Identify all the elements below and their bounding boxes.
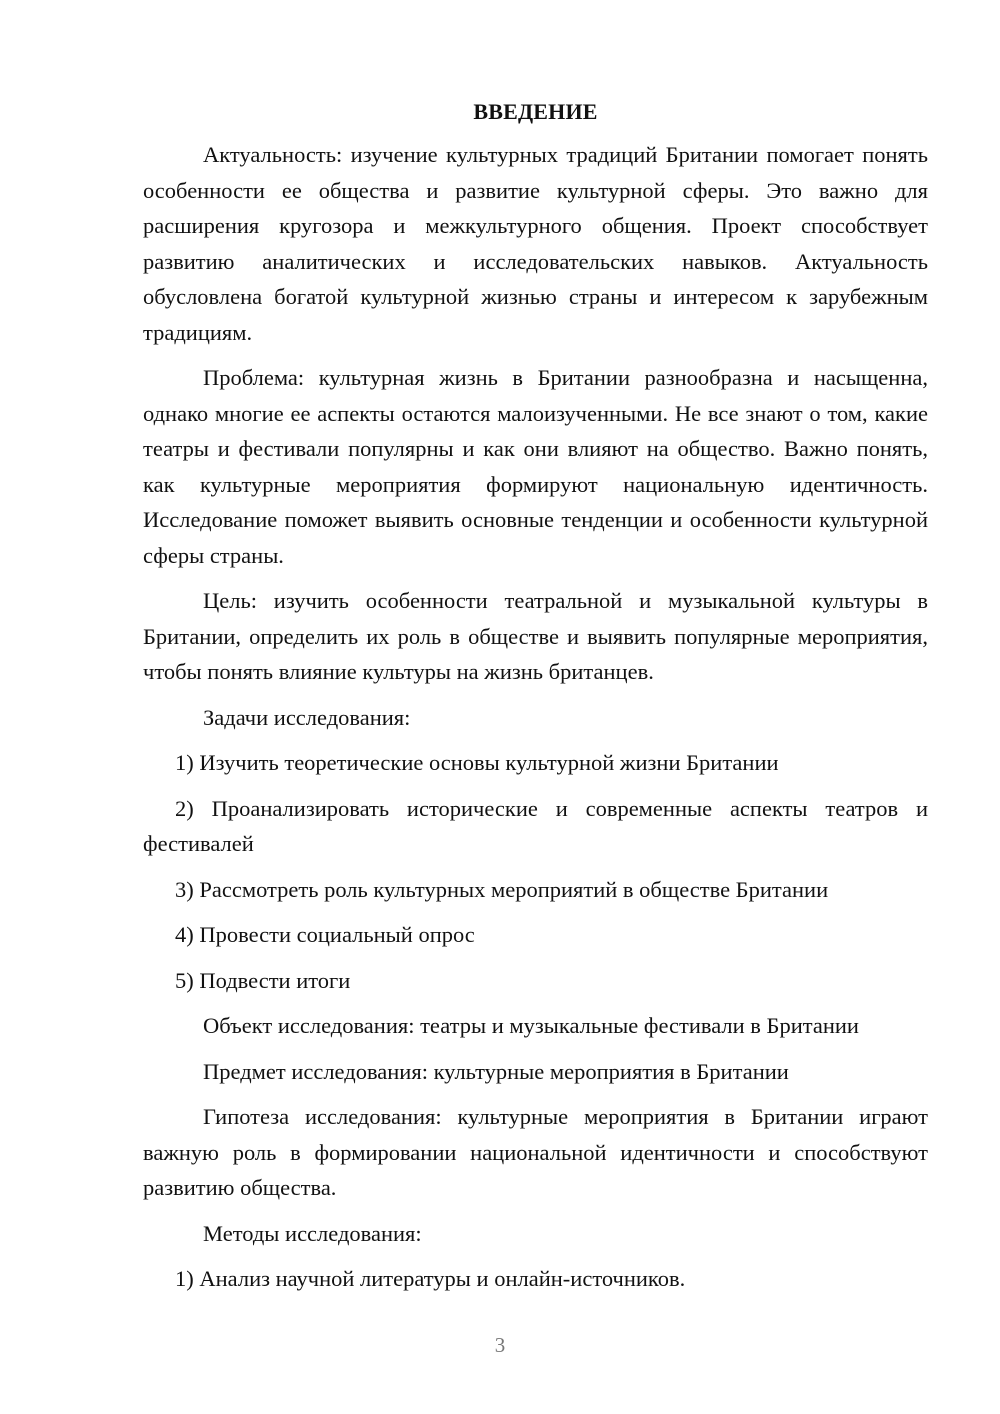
problem-paragraph: Проблема: культурная жизнь в Британии разнообразна и насыщенна, однако многие ее аспекты остаются малоизученными. Не все знают о том, какие театры и фестивали популярны и как они влияют на общество. Важно понять, как культурные мероприятия формируют национальную идентичность. Исследование поможет выявить основные тенденции и особенности культурной сферы страны. <box>143 365 928 568</box>
relevance-paragraph: Актуальность: изучение культурных традиций Британии помогает понять особенности ее общества и развитие культурной сферы. Это важно для расширения кругозора и межкультурного общения. Проект способствует развитию аналитических и исследовательских навыков. Актуальность обусловлена богатой культурной жизнью страны и интересом к зарубежным традициям. <box>143 142 928 345</box>
hypothesis-paragraph: Гипотеза исследования: культурные мероприятия в Британии играют важную роль в формировании национальной идентичности и способствуют развитию общества. <box>143 1104 928 1200</box>
task-item-5: 5) Подвести итоги <box>175 967 351 993</box>
task-item-1: 1) Изучить теоретические основы культурной жизни Британии <box>175 750 779 775</box>
method-item-1: 1) Анализ научной литературы и онлайн-источников. <box>175 1266 686 1291</box>
goal-paragraph: Цель: изучить особенности театральной и музыкальной культуры в Британии, определить их роль в обществе и выявить популярные мероприятия, чтобы понять влияние культуры на жизнь британцев. <box>143 588 928 684</box>
task-item-2: 2) Проанализировать исторические и современные аспекты театров и фестивалей <box>143 795 928 856</box>
object-paragraph: Объект исследования: театры и музыкальные фестивали в Британии <box>203 1013 859 1038</box>
section-heading: ВВЕДЕНИЕ <box>473 99 598 124</box>
methods-title: Методы исследования: <box>203 1220 422 1246</box>
tasks-title: Задачи исследования: <box>203 704 411 730</box>
subject-paragraph: Предмет исследования: культурные мероприятия в Британии <box>203 1058 789 1084</box>
task-item-3: 3) Рассмотреть роль культурных мероприятий в обществе Британии <box>175 876 829 902</box>
page-content <box>143 96 928 1307</box>
task-item-4: 4) Провести социальный опрос <box>175 922 475 947</box>
page-number: 3 <box>494 1333 506 1357</box>
